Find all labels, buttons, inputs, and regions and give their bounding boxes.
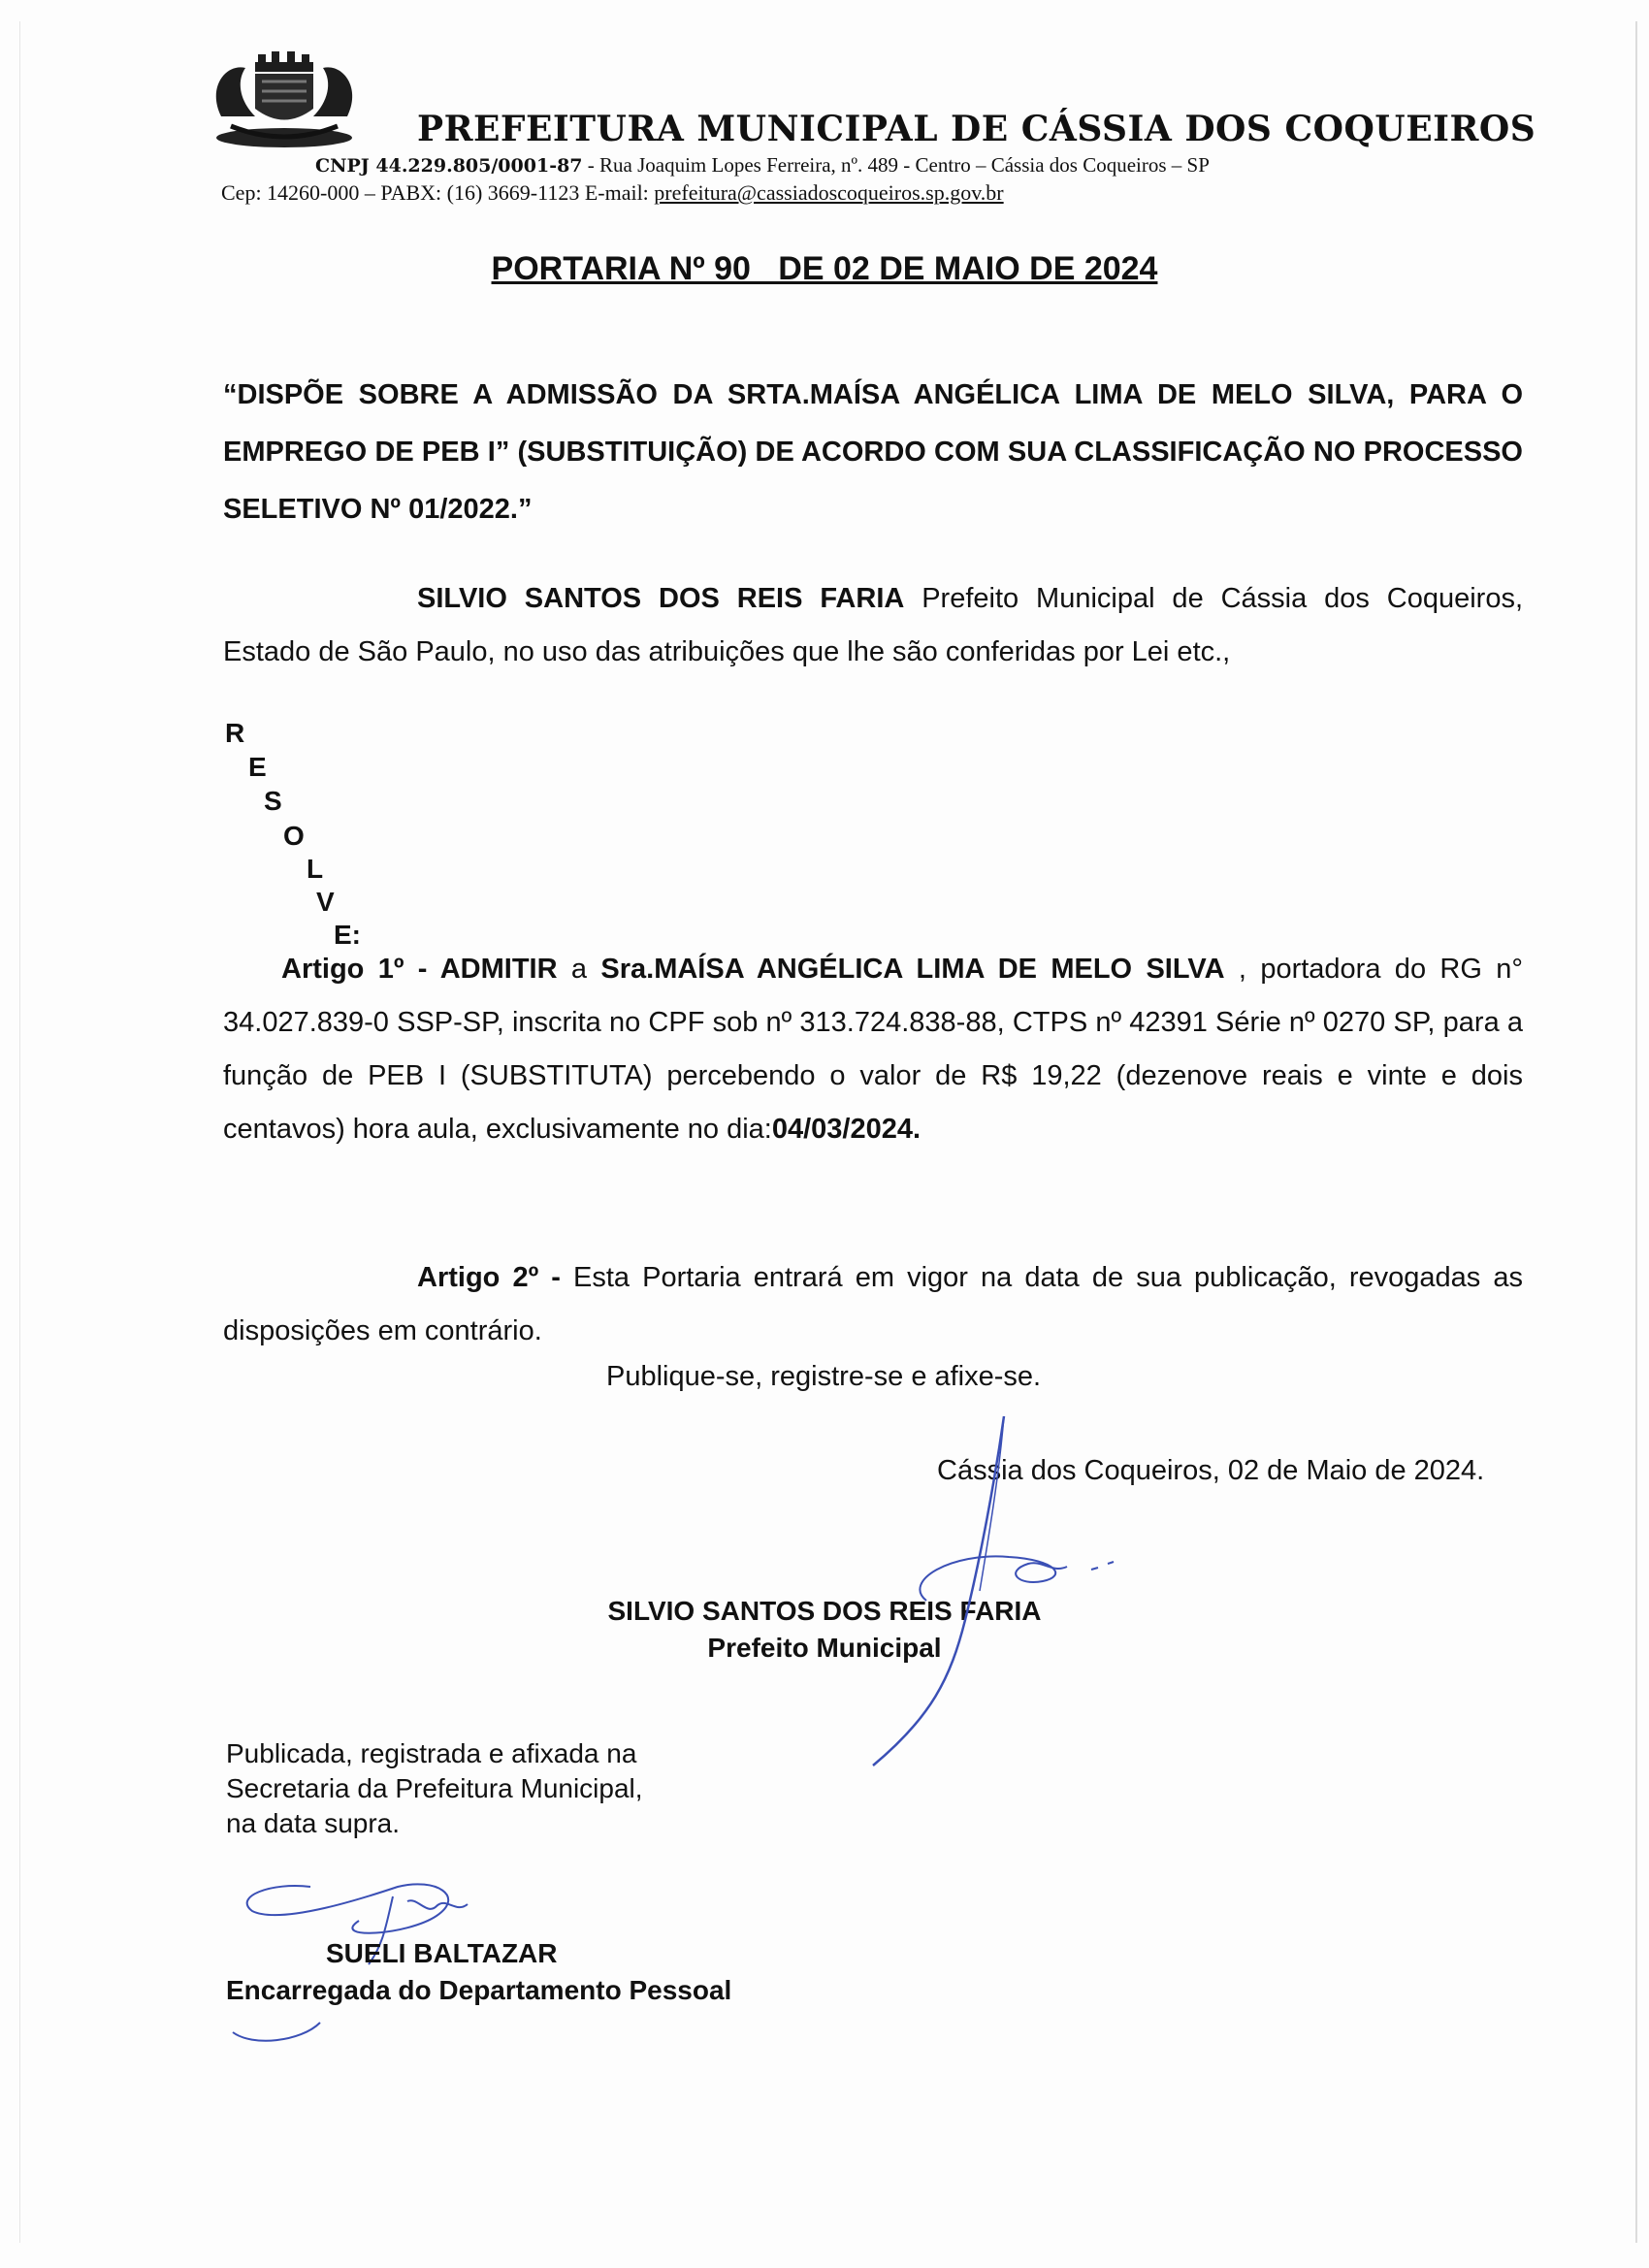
cnpj: CNPJ 44.229.805/0001-87 — [315, 155, 583, 177]
resolve-letter: L — [307, 854, 324, 884]
article-1-text: , portadora do RG n° 34.027.839-0 SSP-SP, inscrita no CPF sob nº 313.724.838-88, CTPS nº 42391 Série nº 0270 SP, para a função de PEB I (SUBSTITUTA) percebendo o valor de R$ 19,22 (dezenove reais e vinte e dois centavos) hora aula, exclusivamente no dia: — [223, 954, 1523, 1145]
resolve-letter: V — [316, 887, 335, 917]
email-link[interactable]: prefeitura@cassiadoscoqueiros.sp.gov.br — [654, 180, 1004, 205]
article-2-label: Artigo 2º - — [417, 1262, 561, 1293]
cep-pabx: Cep: 14260-000 – PABX: (16) 3669-1123 E-mail: — [221, 180, 655, 205]
signatory-name: SILVIO SANTOS DOS REIS FARIA — [607, 1596, 1042, 1626]
article-1-date: 04/03/2024. — [771, 1114, 922, 1145]
resolve-letter: E — [248, 752, 267, 782]
publication-note-line: Publicada, registrada e afixada na — [226, 1738, 637, 1768]
ementa: “DISPÕE SOBRE A ADMISSÃO DA SRTA.MAÍSA ANGÉLICA LIMA DE MELO SILVA, PARA O EMPREGO DE PEB I” (SUBSTITUIÇÃO) DE ACORDO COM SUA CLASSIFICAÇÃO NO PROCESSO SELETIVO Nº 01/2022.” — [223, 379, 1523, 525]
mayor-name: SILVIO SANTOS DOS REIS FARIA — [417, 583, 905, 614]
resolve-letter: S — [264, 786, 282, 816]
org-name: PREFEITURA MUNICIPAL DE CÁSSIA DOS COQUEIROS — [417, 109, 1536, 149]
hr-signatory-role: Encarregada do Departamento Pessoal — [226, 1975, 732, 2005]
address-line — [315, 153, 1210, 178]
article-1 — [223, 943, 1523, 1156]
hr-signatory-name: SUELI BALTAZAR — [326, 1938, 558, 1968]
intro-paragraph — [223, 572, 1523, 679]
municipal-seal-icon — [202, 49, 367, 155]
article-2 — [223, 1251, 1523, 1358]
document-title: PORTARIA Nº 90 DE 02 DE MAIO DE 2024 — [491, 250, 1158, 287]
publication-note-line: na data supra. — [226, 1808, 401, 1838]
publication-note-line: Secretaria da Prefeitura Municipal, — [226, 1773, 643, 1803]
resolve-letter: R — [225, 718, 245, 748]
intro-text: Prefeito Municipal de Cássia dos Coqueiros, Estado de São Paulo, no uso das atribuições que lhe são conferidas por Lei etc., — [223, 583, 1523, 667]
article-1-label: Artigo 1º - ADMITIR — [281, 954, 558, 985]
admitted-name: MAÍSA ANGÉLICA LIMA DE MELO SILVA — [654, 954, 1225, 985]
signatory-role: Prefeito Municipal — [707, 1633, 942, 1663]
mayor-signature-block — [582, 1593, 1067, 1667]
article-1-title: Sra. — [600, 954, 655, 985]
publication-note — [226, 1736, 643, 1841]
publication-order: Publique-se, registre-se e afixe-se. — [606, 1361, 1042, 1392]
article-2-text: Esta Portaria entrará em vigor na data de sua publicação, revogadas as disposições em contrário. — [223, 1262, 1523, 1346]
contact-line — [221, 180, 1004, 206]
resolve-letter: O — [283, 821, 305, 851]
resolve-letter: E: — [334, 920, 361, 950]
article-1-connector: a — [557, 954, 601, 985]
street-address: - Rua Joaquim Lopes Ferreira, nº. 489 - Centro – Cássia dos Coqueiros – SP — [582, 153, 1210, 177]
place-date: Cássia dos Coqueiros, 02 de Maio de 2024. — [937, 1455, 1485, 1486]
